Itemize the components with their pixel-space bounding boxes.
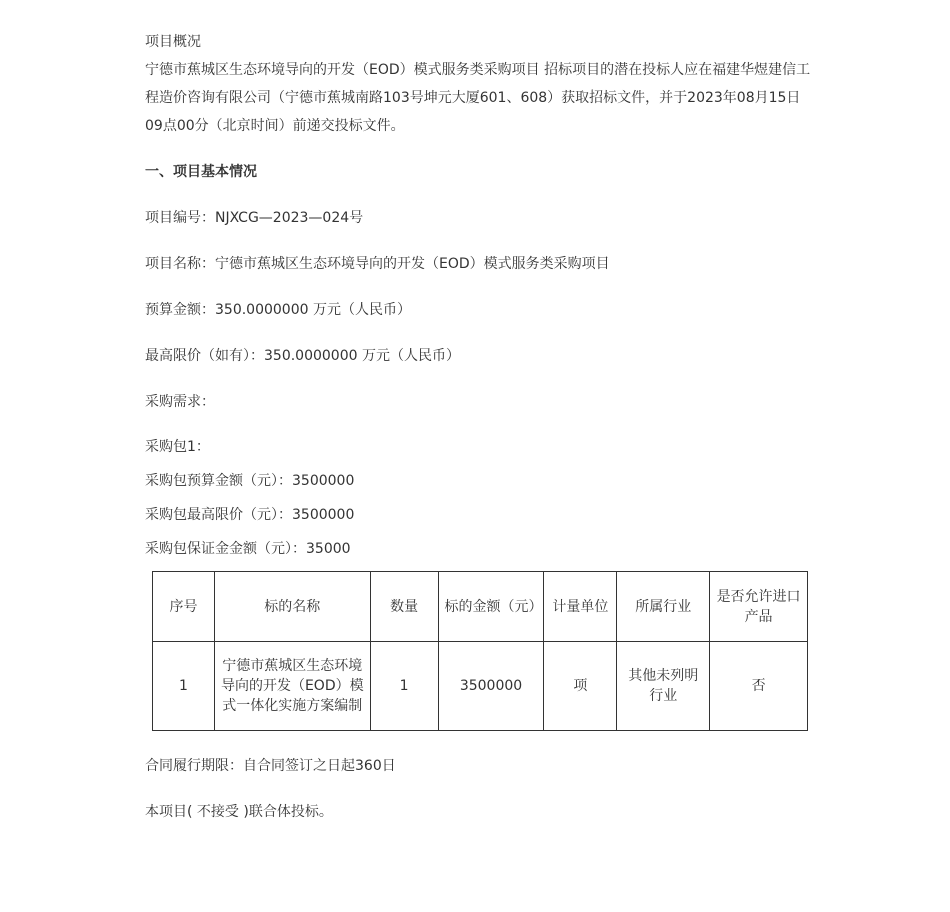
- cell-unit: 项: [544, 642, 617, 731]
- project-name: 项目名称：宁德市蕉城区生态环境导向的开发（EOD）模式服务类采购项目: [145, 256, 610, 272]
- package-budget: 采购包预算金额（元）：3500000: [145, 473, 355, 489]
- cell-quantity: 1: [370, 642, 438, 731]
- table-header-row: [153, 572, 808, 642]
- cell-industry: 其他未列明行业: [617, 642, 710, 731]
- cell-amount: 3500000: [438, 642, 544, 731]
- cell-index: 1: [153, 642, 215, 731]
- header-import-allowed: 是否允许进口产品: [710, 572, 808, 642]
- overview-title: 项目概况: [145, 34, 201, 50]
- header-industry: 所属行业: [617, 572, 710, 642]
- package-max-price: 采购包最高限价（元）：3500000: [145, 507, 355, 523]
- cell-item-name: 宁德市蕉城区生态环境导向的开发（EOD）模式一体化实施方案编制: [214, 642, 370, 731]
- section-title-basic-info: 一、项目基本情况: [145, 164, 257, 180]
- package-label: 采购包1：: [145, 439, 210, 455]
- budget-amount: 预算金额：350.0000000 万元（人民币）: [145, 302, 411, 318]
- header-quantity: 数量: [370, 572, 438, 642]
- consortium-note: 本项目( 不接受 )联合体投标。: [145, 804, 333, 820]
- project-number: 项目编号：NJXCG—2023—024号: [145, 210, 364, 226]
- post-table-content: [145, 752, 815, 826]
- announcement-content: [145, 28, 815, 566]
- header-index: 序号: [153, 572, 215, 642]
- contract-period: 合同履行期限：自合同签订之日起360日: [145, 758, 396, 774]
- max-price: 最高限价（如有）：350.0000000 万元（人民币）: [145, 348, 460, 364]
- overview-text: 宁德市蕉城区生态环境导向的开发（EOD）模式服务类采购项目 招标项目的潜在投标人应在福建华煜建信工程造价咨询有限公司（宁德市蕉城南路103号坤元大厦601、608）获取招标文件，并于2023年08月15日 09点00分（北京时间）前递交投标文件。: [145, 62, 811, 134]
- package-info: [145, 430, 815, 566]
- table-row: [153, 642, 808, 731]
- procurement-items-table: [152, 571, 808, 731]
- package-deposit: 采购包保证金金额（元）：35000: [145, 541, 351, 557]
- cell-import-allowed: 否: [710, 642, 808, 731]
- header-item-name: 标的名称: [214, 572, 370, 642]
- procurement-requirement: 采购需求：: [145, 394, 215, 410]
- header-amount: 标的金额（元）: [438, 572, 544, 642]
- header-unit: 计量单位: [544, 572, 617, 642]
